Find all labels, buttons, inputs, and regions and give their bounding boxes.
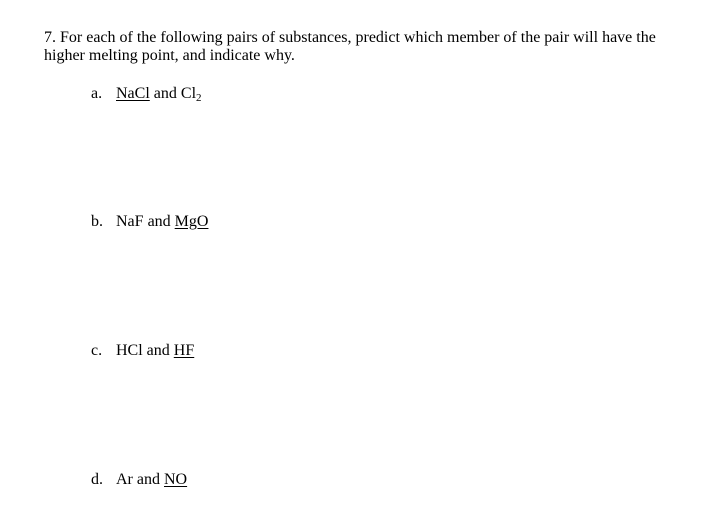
part-b-joiner: and	[143, 213, 175, 230]
question-text: 7. For each of the following pairs of substances, predict which member of the pair will have the higher melting point, and indicate why.	[44, 29, 656, 64]
part-c	[91, 342, 194, 360]
part-d-letter: d.	[91, 471, 103, 488]
part-a-letter: a.	[91, 85, 103, 102]
part-a-first-substance: NaCl	[116, 85, 150, 102]
part-b	[91, 213, 208, 231]
part-d-second-substance: NO	[164, 471, 188, 488]
part-a-second-substance	[181, 85, 202, 102]
part-b-letter: b.	[91, 213, 103, 230]
part-a-second-base: Cl	[180, 85, 197, 102]
part-c-first-substance: HCl	[116, 342, 143, 359]
part-c-second-substance: HF	[173, 342, 195, 359]
part-c-letter: c.	[91, 342, 103, 359]
part-c-joiner: and	[142, 342, 174, 359]
part-d	[91, 471, 187, 489]
part-a-joiner: and	[149, 85, 181, 102]
part-d-first-substance: Ar	[116, 471, 133, 488]
part-d-joiner: and	[132, 471, 164, 488]
part-a-second-subscript: 2	[196, 92, 202, 104]
part-b-second-substance: MgO	[174, 213, 209, 230]
part-a	[91, 85, 202, 103]
part-b-first-substance: NaF	[116, 213, 144, 230]
